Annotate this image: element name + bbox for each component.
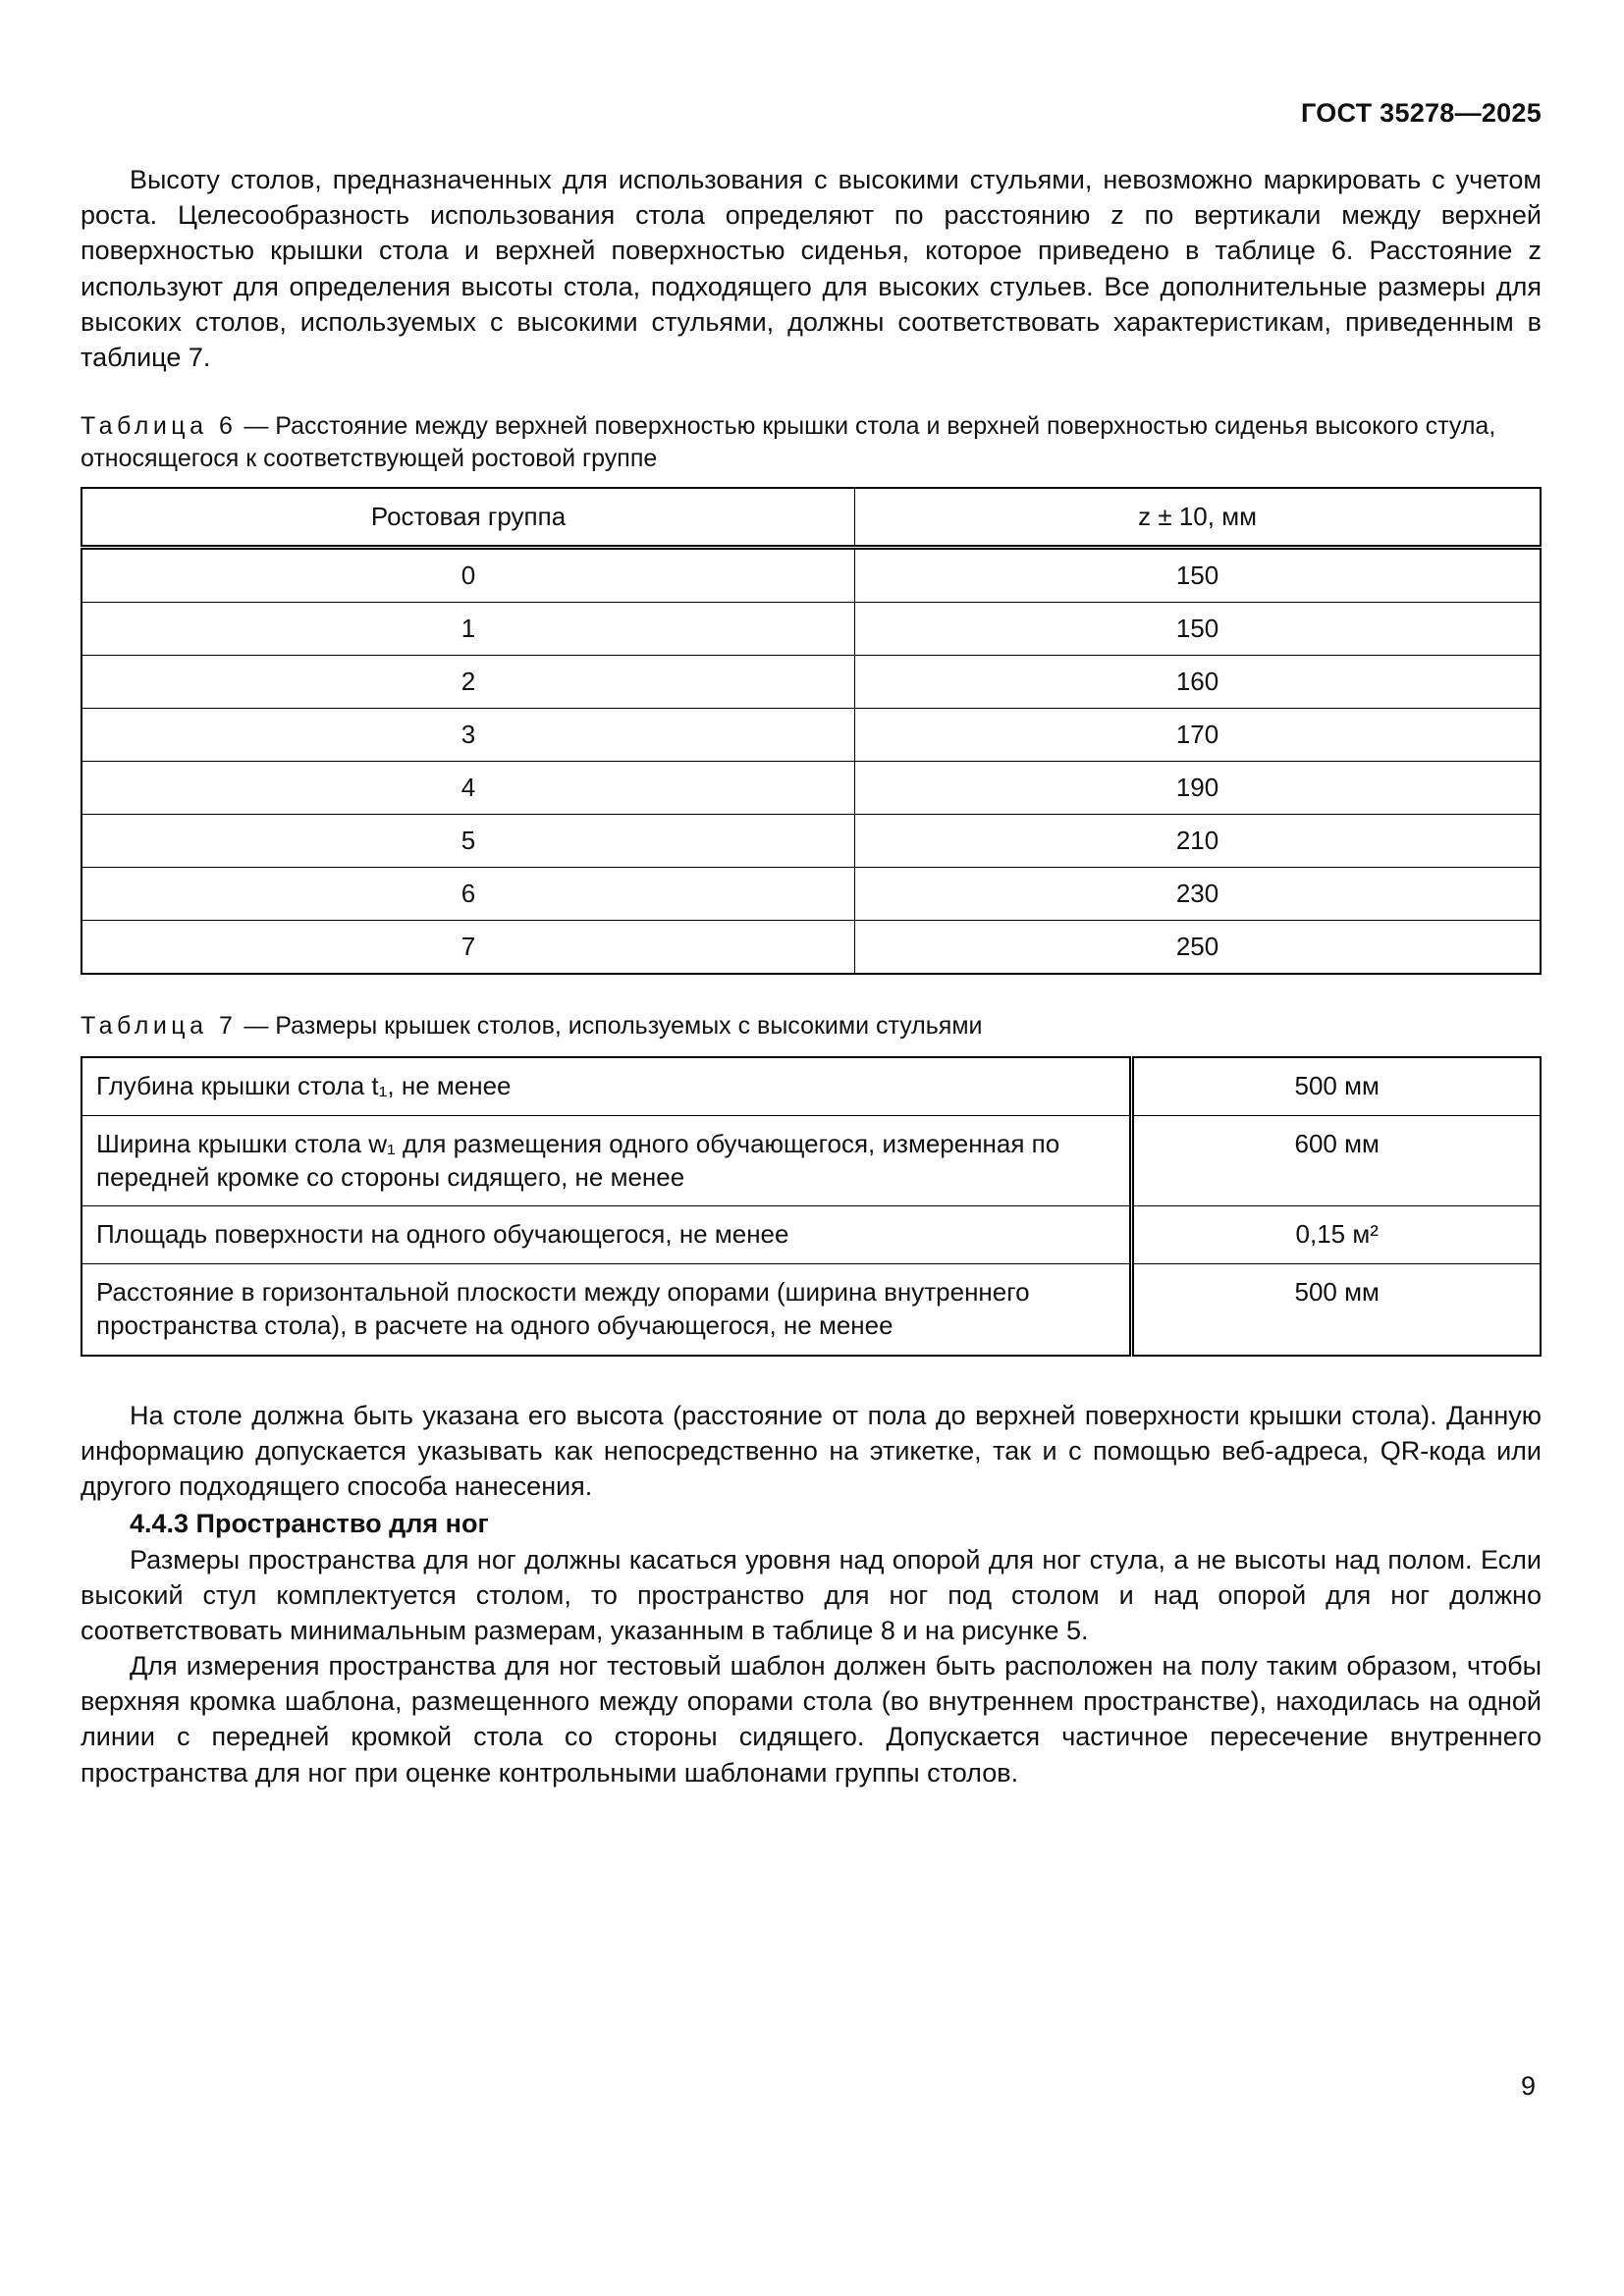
table6-cell-z: 190 xyxy=(855,762,1541,815)
document-header: ГОСТ 35278—2025 xyxy=(1301,98,1542,128)
table6-cell-z: 230 xyxy=(855,868,1541,921)
table6-cell-z: 250 xyxy=(855,921,1541,975)
table7-caption-text: — Размеры крышек столов, используемых с высокими стульями xyxy=(244,1012,983,1041)
table6-cell-z: 170 xyxy=(855,709,1541,762)
table6-caption xyxy=(81,410,1542,475)
table6 xyxy=(81,487,1542,975)
table-row xyxy=(81,921,1541,975)
table7-cell-value: 500 мм xyxy=(1132,1057,1541,1115)
table7-cell-value: 0,15 м² xyxy=(1132,1206,1541,1264)
table6-cell-group: 2 xyxy=(81,656,855,709)
table7-caption xyxy=(81,1010,1542,1042)
table6-cell-z: 160 xyxy=(855,656,1541,709)
table7-cell-value: 600 мм xyxy=(1132,1115,1541,1206)
table6-cell-group: 6 xyxy=(81,868,855,921)
table6-cell-group: 5 xyxy=(81,815,855,868)
table6-cell-group: 4 xyxy=(81,762,855,815)
table-row xyxy=(81,1264,1541,1356)
table6-caption-label: Таблица 6 xyxy=(81,412,238,441)
table6-col-growth-group: Ростовая группа xyxy=(81,488,855,548)
legroom-paragraph-2: Для измерения пространства для ног тестовый шаблон должен быть расположен на полу таким образом, чтобы верхняя кромка шаблона, размещенного между опорами стола (во внутреннем пространстве), находилась на одной линии с передней кромкой стола со стороны сидящего. Допускается частичное пересечение внутреннего пространства для ног при оценке контрольными шаблонами группы столов. xyxy=(81,1651,1542,1788)
height-marking-paragraph: На столе должна быть указана его высота (расстояние от пола до верхней поверхности крышки стола). Данную информацию допускается указывать как непосредственно на этикетке, так и с помощью веб-адреса, QR-кода или другого подходящего способа нанесения. xyxy=(81,1400,1542,1502)
table-row xyxy=(81,709,1541,762)
table7-cell-label: Площадь поверхности на одного обучающегося, не менее xyxy=(81,1206,1132,1264)
table7-cell-label: Расстояние в горизонтальной плоскости между опорами (ширина внутреннего пространства стола), в расчете на одного обучающегося, не менее xyxy=(81,1264,1132,1356)
table-row xyxy=(81,1115,1541,1206)
table6-cell-z: 150 xyxy=(855,603,1541,656)
section-heading-4-4-3: 4.4.3 Пространство для ног xyxy=(130,1509,489,1539)
table6-header-row xyxy=(81,488,1541,548)
table6-cell-z: 210 xyxy=(855,815,1541,868)
page-number: 9 xyxy=(1520,2071,1536,2101)
table-row xyxy=(81,868,1541,921)
table7-cell-label: Глубина крышки стола t₁, не менее xyxy=(81,1057,1132,1115)
table7-caption-label: Таблица 7 xyxy=(81,1012,238,1041)
table-row xyxy=(81,762,1541,815)
table6-cell-group: 0 xyxy=(81,548,855,603)
table7-cell-label: Ширина крышки стола w₁ для размещения одного обучающегося, измеренная по передней кромке со стороны сидящего, не менее xyxy=(81,1115,1132,1206)
intro-paragraph: Высоту столов, предназначенных для использования с высокими стульями, невозможно маркировать с учетом роста. Целесообразность использования стола определяют по расстоянию z по вертикали между верхней поверхностью крышки стола и верхней поверхностью сиденья, которое приведено в таблице 6. Расстояние z используют для определения высоты стола, подходящего для высоких стульев. Все дополнительные размеры для высоких столов, используемых с высокими стульями, должны соответствовать характеристикам, приведенным в таблице 7. xyxy=(81,165,1542,372)
table6-cell-z: 150 xyxy=(855,548,1541,603)
table-row xyxy=(81,548,1541,603)
table-row xyxy=(81,1206,1541,1264)
table-row xyxy=(81,603,1541,656)
table6-cell-group: 7 xyxy=(81,921,855,975)
table-row xyxy=(81,1057,1541,1115)
table7-cell-value: 500 мм xyxy=(1132,1264,1541,1356)
legroom-paragraph-1: Размеры пространства для ног должны касаться уровня над опорой для ног стула, а не высоты над полом. Если высокий стул комплектуется столом, то пространство для ног под столом и над опорой для ног должно соответствовать минимальным размерам, указанным в таблице 8 и на рисунке 5. xyxy=(81,1544,1542,1645)
table-row xyxy=(81,656,1541,709)
table6-col-z: z ± 10, мм xyxy=(855,488,1541,548)
table6-cell-group: 3 xyxy=(81,709,855,762)
table-row xyxy=(81,815,1541,868)
table7 xyxy=(81,1056,1542,1357)
table6-caption-text: — Расстояние между верхней поверхностью крышки стола и верхней поверхностью сиденья высокого стула, относящегося к соответствующей ростовой группе xyxy=(81,412,1496,473)
table6-cell-group: 1 xyxy=(81,603,855,656)
